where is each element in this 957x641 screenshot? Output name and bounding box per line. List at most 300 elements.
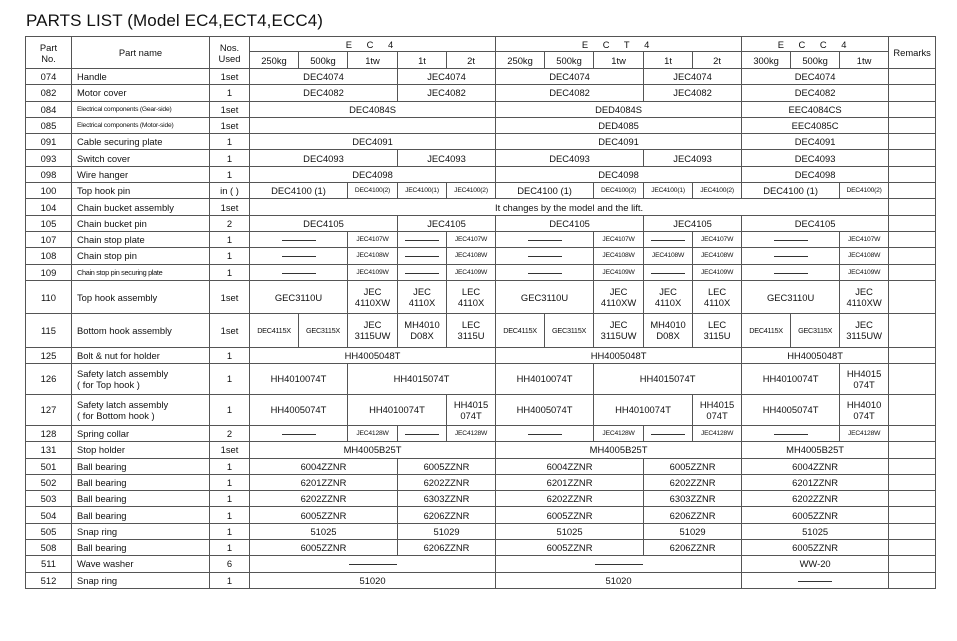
remarks-cell [889, 314, 936, 347]
part-code-cell: JEC4107W [594, 231, 644, 247]
part-code-cell: DEC4098 [496, 166, 742, 182]
part-name-cell: Safety latch assembly ( for Bottom hook ) [72, 394, 210, 425]
part-code-cell: 51025 [496, 523, 644, 539]
part-code-cell: JEC4108W [644, 248, 693, 264]
dash-line [282, 256, 316, 257]
part-code-cell: GEC3110U [496, 280, 594, 313]
remarks-cell [889, 166, 936, 182]
part-code-cell: DEC4074 [250, 69, 398, 85]
part-code-cell: MH4010 D08X [398, 314, 447, 347]
not-applicable-cell [250, 248, 348, 264]
part-number-cell: 126 [26, 363, 72, 394]
part-name-cell: Ball bearing [72, 507, 210, 523]
part-name-cell: Ball bearing [72, 474, 210, 490]
part-number-cell: 085 [26, 117, 72, 133]
part-code-cell: DEC4105 [742, 215, 889, 231]
remarks-cell [889, 523, 936, 539]
not-applicable-cell [398, 231, 447, 247]
dash-line [528, 434, 562, 435]
part-code-cell: JEC4105 [398, 215, 496, 231]
part-number-cell: 074 [26, 69, 72, 85]
part-code-cell: 51025 [250, 523, 398, 539]
part-code-cell: 6005ZZNR [250, 540, 398, 556]
part-code-cell: JEC4108W [447, 248, 496, 264]
not-applicable-cell [742, 231, 840, 247]
part-name-cell: Cable securing plate [72, 134, 210, 150]
part-code-cell: JEC 4110XW [348, 280, 398, 313]
part-code-cell: DED4085 [496, 117, 742, 133]
header-remarks: Remarks [889, 37, 936, 69]
part-code-cell: HH4005074T [496, 394, 594, 425]
part-code-cell: HH4015 074T [840, 363, 889, 394]
part-code-cell: JEC4108W [840, 248, 889, 264]
part-code-cell: DEC4082 [496, 85, 644, 101]
part-code-cell: JEC4108W [348, 248, 398, 264]
part-code-cell: HH4015 074T [447, 394, 496, 425]
part-code-cell: JEC4109W [447, 264, 496, 280]
nos-used-cell: 1 [210, 394, 250, 425]
part-code-cell: JEC4100(1) [644, 183, 693, 199]
not-applicable-cell [250, 231, 348, 247]
part-code-cell: JEC4109W [594, 264, 644, 280]
part-code-cell: DEC4100 (1) [496, 183, 594, 199]
part-code-cell: 6005ZZNR [398, 458, 496, 474]
part-code-cell: DEC4091 [250, 134, 496, 150]
part-code-cell: LEC 4110X [447, 280, 496, 313]
part-number-cell: 501 [26, 458, 72, 474]
part-code-cell: 6303ZZNR [398, 491, 496, 507]
table-row [26, 540, 936, 556]
capacity-header-ec4: 250kg [250, 52, 299, 69]
part-code-cell: 51029 [644, 523, 742, 539]
remarks-cell [889, 231, 936, 247]
nos-used-cell: 1set [210, 199, 250, 215]
remarks-cell [889, 215, 936, 231]
table-row [26, 458, 936, 474]
nos-used-cell: 1 [210, 540, 250, 556]
part-code-cell: 6206ZZNR [398, 540, 496, 556]
part-code-cell: JEC4109W [693, 264, 742, 280]
parts-table [25, 36, 936, 589]
capacity-header-ecc4: 500kg [791, 52, 840, 69]
part-name-cell: Wave washer [72, 556, 210, 572]
dash-line [528, 273, 562, 274]
part-name-cell: Bottom hook assembly [72, 314, 210, 347]
part-code-cell: JEC4093 [644, 150, 742, 166]
part-name-cell: Spring collar [72, 425, 210, 441]
part-code-cell: MH4005B25T [496, 442, 742, 458]
table-row [26, 85, 936, 101]
part-name-cell: Ball bearing [72, 458, 210, 474]
part-code-cell: 51029 [398, 523, 496, 539]
part-code-cell: JEC4074 [398, 69, 496, 85]
part-code-cell: DEC4115X [496, 314, 545, 347]
part-number-cell: 115 [26, 314, 72, 347]
part-code-cell: DEC4100(2) [348, 183, 398, 199]
part-code-cell: JEC4108W [693, 248, 742, 264]
part-code-cell: JEC4074 [644, 69, 742, 85]
part-code-cell: LEC 3115U [447, 314, 496, 347]
part-code-cell: HH4010 074T [840, 394, 889, 425]
capacity-header-ect4: 2t [693, 52, 742, 69]
nos-used-cell: 1set [210, 314, 250, 347]
part-number-cell: 508 [26, 540, 72, 556]
dash-line [774, 434, 808, 435]
capacity-header-ect4: 1t [644, 52, 693, 69]
part-code-cell: JEC4128W [840, 425, 889, 441]
part-code-cell: JEC4128W [594, 425, 644, 441]
part-code-cell: GEC3110U [742, 280, 840, 313]
not-applicable-cell [742, 248, 840, 264]
table-header [26, 37, 936, 69]
part-code-cell: 6202ZZNR [644, 474, 742, 490]
part-code-cell: 6202ZZNR [742, 491, 889, 507]
nos-used-cell: 1 [210, 363, 250, 394]
part-name-cell: Chain stop pin securing plate [72, 264, 210, 280]
header-nos-used-text: Nos. Used [218, 41, 241, 64]
not-applicable-cell [496, 248, 594, 264]
part-code-cell: DEC4100 (1) [250, 183, 348, 199]
dash-line [595, 564, 643, 565]
table-row [26, 117, 936, 133]
remarks-cell [889, 347, 936, 363]
table-row [26, 442, 936, 458]
part-name-cell: Handle [72, 69, 210, 85]
nos-used-cell: 1set [210, 117, 250, 133]
not-applicable-cell [742, 572, 889, 588]
part-number-cell: 503 [26, 491, 72, 507]
part-code-cell: DEC4084S [250, 101, 496, 117]
capacity-header-ect4: 500kg [545, 52, 594, 69]
header-part-name: Part name [72, 37, 210, 69]
remarks-cell [889, 507, 936, 523]
header-part-no [26, 37, 72, 69]
part-number-cell: 091 [26, 134, 72, 150]
capacity-header-ect4: 1tw [594, 52, 644, 69]
remarks-cell [889, 199, 936, 215]
table-row [26, 183, 936, 199]
not-applicable-cell [250, 556, 496, 572]
table-row [26, 215, 936, 231]
part-number-cell: 511 [26, 556, 72, 572]
part-number-cell: 104 [26, 199, 72, 215]
nos-used-cell: 1 [210, 264, 250, 280]
part-code-cell: DEC4115X [742, 314, 791, 347]
dash-line [405, 256, 439, 257]
part-number-cell: 100 [26, 183, 72, 199]
table-row [26, 231, 936, 247]
table-row [26, 134, 936, 150]
dash-line [774, 256, 808, 257]
part-code-cell: 51020 [496, 572, 742, 588]
capacity-header-ect4: 250kg [496, 52, 545, 69]
part-code-cell: DEC4093 [496, 150, 644, 166]
part-code-cell: DEC4100(2) [594, 183, 644, 199]
table-row [26, 150, 936, 166]
part-code-cell: DEC4093 [250, 150, 398, 166]
dash-line [282, 240, 316, 241]
part-code-cell: JEC4100(2) [693, 183, 742, 199]
dash-line [798, 581, 832, 582]
part-code-cell: GEC3115X [545, 314, 594, 347]
nos-used-cell: 1 [210, 166, 250, 182]
part-code-cell: JEC4107W [693, 231, 742, 247]
part-code-cell: HH4005048T [496, 347, 742, 363]
part-code-cell: 6206ZZNR [398, 507, 496, 523]
table-row [26, 363, 936, 394]
nos-used-cell: 1 [210, 248, 250, 264]
part-code-cell: DEC4098 [742, 166, 889, 182]
part-code-cell: DEC4091 [742, 134, 889, 150]
part-code-cell: 6005ZZNR [742, 540, 889, 556]
table-row [26, 491, 936, 507]
part-code-cell: HH4010074T [742, 363, 840, 394]
part-code-cell: LEC 4110X [693, 280, 742, 313]
part-code-cell: GEC3115X [299, 314, 348, 347]
part-code-cell: DEC4074 [742, 69, 889, 85]
nos-used-cell: 1 [210, 572, 250, 588]
part-code-cell: 6004ZZNR [742, 458, 889, 474]
part-name-cell: Stop holder [72, 442, 210, 458]
header-part-no-text: Part No. [39, 41, 58, 64]
remarks-cell [889, 101, 936, 117]
part-code-cell: 6005ZZNR [250, 507, 398, 523]
dash-line [528, 256, 562, 257]
part-code-cell: DEC4082 [742, 85, 889, 101]
not-applicable-cell [250, 264, 348, 280]
remarks-cell [889, 540, 936, 556]
dash-line [651, 240, 685, 241]
part-code-cell: JEC 4110X [644, 280, 693, 313]
nos-used-cell: 1 [210, 231, 250, 247]
part-number-cell: 082 [26, 85, 72, 101]
part-code-cell: GEC3115X [791, 314, 840, 347]
part-name-cell: Bolt & nut for holder [72, 347, 210, 363]
part-code-cell: 6201ZZNR [742, 474, 889, 490]
nos-used-cell: in ( ) [210, 183, 250, 199]
not-applicable-cell [250, 425, 348, 441]
nos-used-cell: 1 [210, 474, 250, 490]
dash-line [774, 240, 808, 241]
part-code-cell: 6004ZZNR [250, 458, 398, 474]
part-number-cell: 502 [26, 474, 72, 490]
remarks-cell [889, 491, 936, 507]
part-code-cell: HH4010074T [496, 363, 594, 394]
nos-used-cell: 1 [210, 150, 250, 166]
capacity-header-ec4: 1tw [348, 52, 398, 69]
part-code-cell: MH4005B25T [742, 442, 889, 458]
remarks-cell [889, 248, 936, 264]
dash-line [405, 434, 439, 435]
dash-line [282, 273, 316, 274]
remarks-cell [889, 474, 936, 490]
not-applicable-cell [644, 425, 693, 441]
part-code-cell: LEC 3115U [693, 314, 742, 347]
not-applicable-cell [742, 425, 840, 441]
part-code-cell: WW-20 [742, 556, 889, 572]
part-number-cell: 131 [26, 442, 72, 458]
table-row [26, 556, 936, 572]
table-row [26, 572, 936, 588]
part-code-cell: DEC4105 [496, 215, 644, 231]
part-code-cell: GEC3110U [250, 280, 348, 313]
part-code-cell: DEC4093 [742, 150, 889, 166]
part-code-cell: MH4010 D08X [644, 314, 693, 347]
part-code-cell: JEC4093 [398, 150, 496, 166]
nos-used-cell: 1 [210, 85, 250, 101]
table-row [26, 394, 936, 425]
table-row [26, 280, 936, 313]
remarks-cell [889, 183, 936, 199]
part-number-cell: 504 [26, 507, 72, 523]
part-number-cell: 512 [26, 572, 72, 588]
not-applicable-cell [496, 264, 594, 280]
part-name-cell: Chain stop pin [72, 248, 210, 264]
header-group-ect4: E C T 4 [496, 37, 742, 52]
part-code-cell: JEC 4110XW [594, 280, 644, 313]
part-number-cell: 107 [26, 231, 72, 247]
nos-used-cell: 1set [210, 280, 250, 313]
part-code-cell: JEC 3115UW [840, 314, 889, 347]
part-code-cell: DEC4091 [496, 134, 742, 150]
part-code-cell: 6005ZZNR [742, 507, 889, 523]
part-name-cell: Ball bearing [72, 540, 210, 556]
part-code-cell: 6201ZZNR [496, 474, 644, 490]
remarks-cell [889, 572, 936, 588]
dash-line [405, 240, 439, 241]
part-code-cell: JEC4109W [348, 264, 398, 280]
remarks-cell [889, 442, 936, 458]
part-number-cell: 084 [26, 101, 72, 117]
part-number-cell: 098 [26, 166, 72, 182]
part-code-cell: JEC4082 [398, 85, 496, 101]
part-code-cell: DEC4082 [250, 85, 398, 101]
part-code-cell: JEC4107W [447, 231, 496, 247]
header-group-ec4: E C 4 [250, 37, 496, 52]
table-row [26, 166, 936, 182]
part-code-cell: 6202ZZNR [496, 491, 644, 507]
part-code-cell: EEC4085C [742, 117, 889, 133]
parts-table-container [25, 36, 935, 589]
part-code-cell [250, 117, 496, 133]
table-row [26, 248, 936, 264]
not-applicable-cell [398, 248, 447, 264]
table-row [26, 69, 936, 85]
part-code-cell: JEC 3115UW [594, 314, 644, 347]
table-row [26, 474, 936, 490]
remarks-cell [889, 85, 936, 101]
part-number-cell: 108 [26, 248, 72, 264]
part-code-cell: 6201ZZNR [250, 474, 398, 490]
remarks-cell [889, 458, 936, 474]
part-code-cell: EEC4084CS [742, 101, 889, 117]
not-applicable-cell [496, 556, 742, 572]
remarks-cell [889, 69, 936, 85]
nos-used-cell: 2 [210, 425, 250, 441]
part-name-cell: Safety latch assembly ( for Top hook ) [72, 363, 210, 394]
part-code-cell: 6202ZZNR [398, 474, 496, 490]
capacity-header-ecc4: 1tw [840, 52, 889, 69]
table-body [26, 69, 936, 589]
part-code-cell: It changes by the model and the lift. [250, 199, 889, 215]
capacity-header-ecc4: 300kg [742, 52, 791, 69]
part-code-cell: 6005ZZNR [496, 540, 644, 556]
part-code-cell: MH4005B25T [250, 442, 496, 458]
capacity-header-ec4: 2t [447, 52, 496, 69]
remarks-cell [889, 556, 936, 572]
part-code-cell: JEC4107W [348, 231, 398, 247]
part-code-cell: HH4010074T [250, 363, 348, 394]
remarks-cell [889, 264, 936, 280]
part-code-cell: DEC4105 [250, 215, 398, 231]
nos-used-cell: 1set [210, 442, 250, 458]
part-number-cell: 093 [26, 150, 72, 166]
part-code-cell: JEC4100(2) [447, 183, 496, 199]
dash-line [651, 434, 685, 435]
dash-line [651, 273, 685, 274]
part-code-cell: JEC4105 [644, 215, 742, 231]
remarks-cell [889, 425, 936, 441]
table-row [26, 425, 936, 441]
table-row [26, 523, 936, 539]
not-applicable-cell [398, 425, 447, 441]
dash-line [774, 273, 808, 274]
part-name-cell: Ball bearing [72, 491, 210, 507]
part-name-cell: Wire hanger [72, 166, 210, 182]
part-code-cell: 6004ZZNR [496, 458, 644, 474]
part-code-cell: JEC 4110XW [840, 280, 889, 313]
capacity-header-ec4: 1t [398, 52, 447, 69]
table-row [26, 347, 936, 363]
header-group-ecc4: E C C 4 [742, 37, 889, 52]
header-nos-used [210, 37, 250, 69]
nos-used-cell: 1set [210, 101, 250, 117]
not-applicable-cell [644, 231, 693, 247]
part-code-cell: JEC4109W [840, 264, 889, 280]
page-title: PARTS LIST (Model EC4,ECT4,ECC4) [26, 11, 324, 30]
part-code-cell: 6303ZZNR [644, 491, 742, 507]
remarks-cell [889, 280, 936, 313]
nos-used-cell: 6 [210, 556, 250, 572]
part-name-cell: Motor cover [72, 85, 210, 101]
part-code-cell: 6005ZZNR [644, 458, 742, 474]
part-code-cell: 51025 [742, 523, 889, 539]
not-applicable-cell [644, 264, 693, 280]
part-code-cell: JEC 4110X [398, 280, 447, 313]
part-number-cell: 110 [26, 280, 72, 313]
part-code-cell: 6206ZZNR [644, 507, 742, 523]
remarks-cell [889, 134, 936, 150]
part-number-cell: 128 [26, 425, 72, 441]
part-code-cell: DEC4100(2) [840, 183, 889, 199]
nos-used-cell: 1 [210, 491, 250, 507]
part-code-cell: JEC 3115UW [348, 314, 398, 347]
part-name-cell: Top hook assembly [72, 280, 210, 313]
nos-used-cell: 1 [210, 458, 250, 474]
remarks-cell [889, 363, 936, 394]
part-code-cell: JEC4128W [447, 425, 496, 441]
dash-line [405, 273, 439, 274]
part-name-cell: Snap ring [72, 572, 210, 588]
part-name-cell: Chain stop plate [72, 231, 210, 247]
part-code-cell: 51020 [250, 572, 496, 588]
part-name-cell: Electrical components (Gear-side) [72, 101, 210, 117]
part-code-cell: HH4010074T [348, 394, 447, 425]
part-code-cell: DEC4115X [250, 314, 299, 347]
part-code-cell: HH4015074T [348, 363, 496, 394]
part-name-cell: Top hook pin [72, 183, 210, 199]
remarks-cell [889, 150, 936, 166]
